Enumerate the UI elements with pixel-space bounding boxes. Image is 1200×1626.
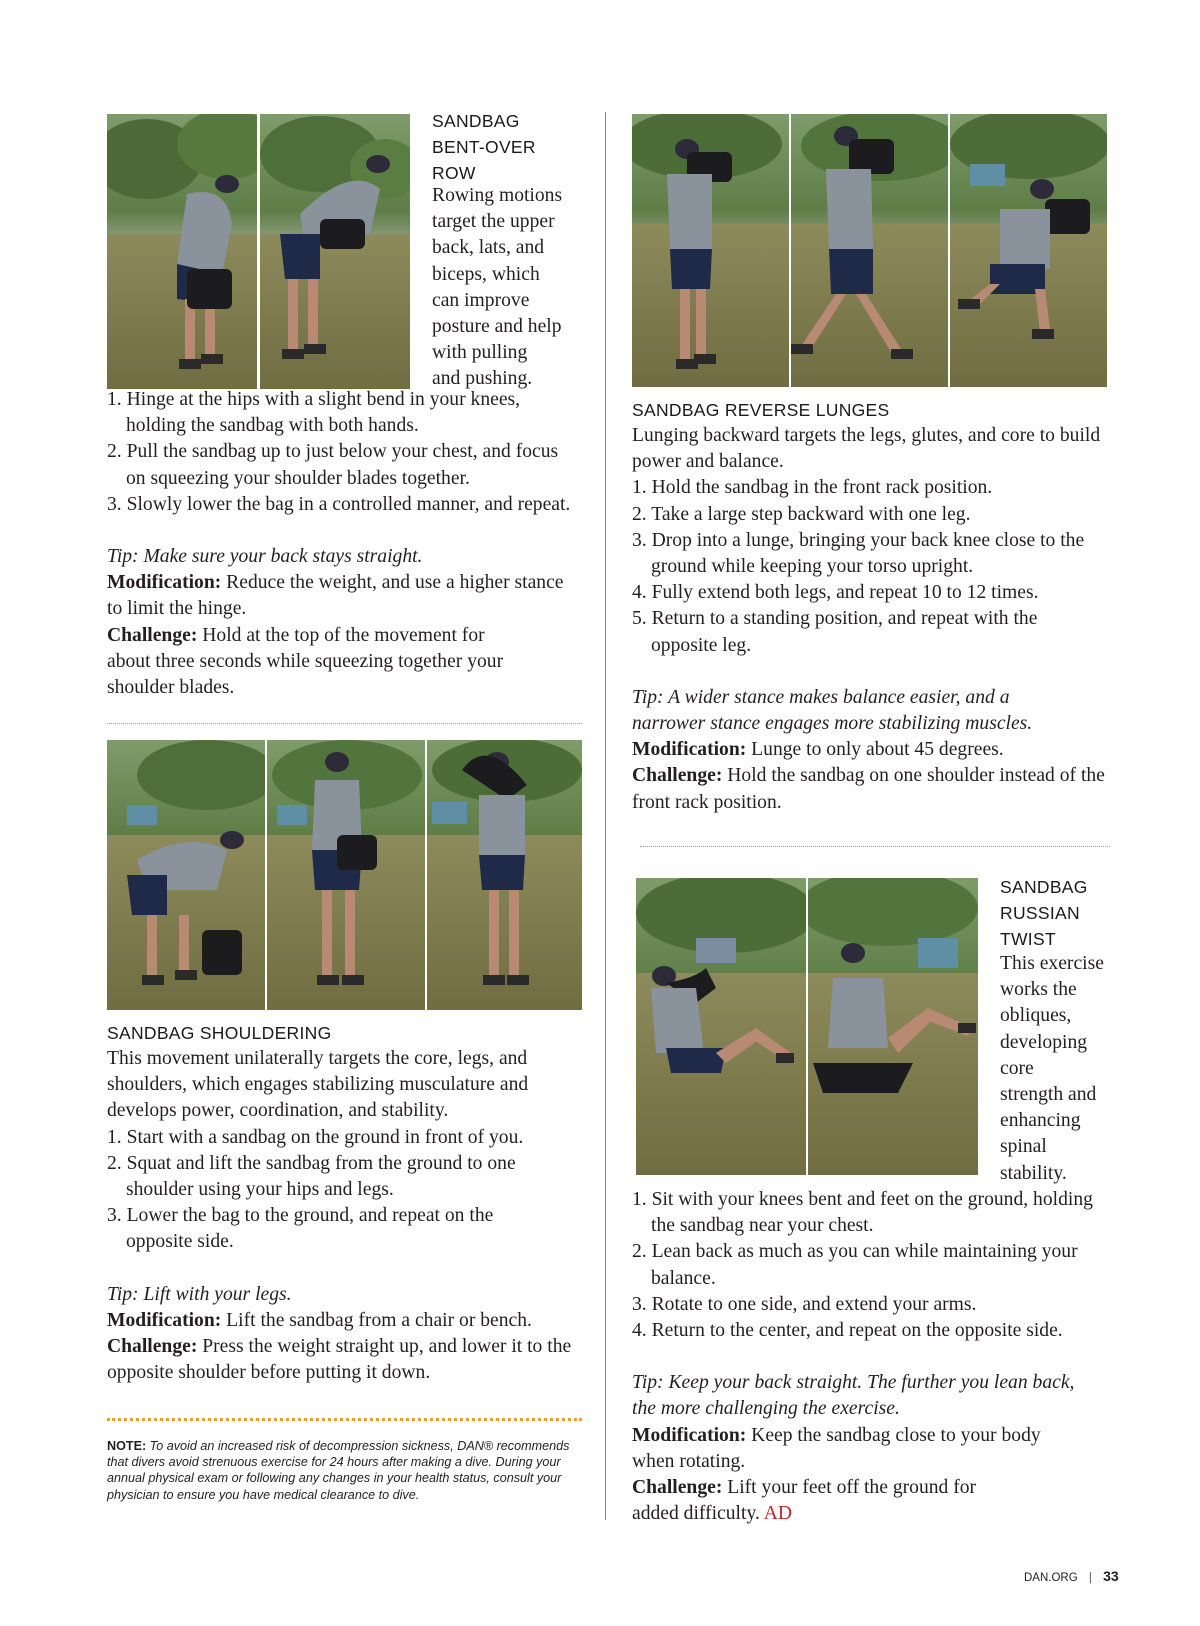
intro-line: enhancing	[1000, 1110, 1081, 1132]
photo-shouldering-squat	[107, 740, 265, 1010]
page-footer	[1024, 1568, 1119, 1584]
modification-label: Modification:	[632, 739, 747, 761]
step-item: 3. Slowly lower the bag in a controlled manner, and repeat.	[107, 493, 571, 515]
step-item: 4. Fully extend both legs, and repeat 10 to 12 times.	[632, 582, 1039, 604]
modification-text: Reduce the weight, and use a higher stance to limit the hinge.	[107, 572, 564, 620]
tip-text: Tip: Lift with your legs.	[107, 1283, 292, 1305]
photo-lunge-down	[950, 114, 1107, 387]
intro-line: Rowing motions	[432, 185, 563, 206]
modification-line	[632, 1423, 1072, 1475]
intro-line: with pulling	[432, 342, 528, 364]
step-item: 1. Start with a sandbag on the ground in front of you.	[107, 1126, 524, 1148]
tip-text: Tip: A wider stance makes balance easier, and a narrower stance engages more stabilizing muscles.	[632, 686, 1033, 735]
modification-text: Keep the sandbag close to your body when rotating.	[632, 1424, 1041, 1472]
note-text: To avoid an increased risk of decompression sickness, DAN® recommends that divers avoid strenuous exercise for 24 hours after making a dive. During your annual physical exam or following any changes in your health status, consult your physician to ensure you have medical clearance to dive.	[107, 1439, 570, 1502]
page-number: 33	[1103, 1568, 1119, 1584]
photo-russian-twist-front	[808, 878, 978, 1175]
intro-line: works the	[1000, 979, 1077, 1001]
challenge-text: Press the weight straight up, and lower it to the opposite shoulder before putting it down.	[107, 1336, 572, 1384]
modification-line	[107, 570, 582, 622]
step-item: 3. Drop into a lunge, bringing your back knee close to the ground while keeping your torso upright.	[632, 529, 1085, 578]
title-line: TWIST	[1000, 929, 1056, 950]
note-divider	[107, 1418, 582, 1421]
modification-text: Lunge to only about 45 degrees.	[746, 739, 1004, 761]
challenge-line	[107, 623, 507, 702]
title-line: SANDBAG	[1000, 877, 1088, 897]
modification-label: Modification:	[632, 1424, 747, 1446]
russian-twist-body	[632, 1187, 1110, 1527]
photo-shouldering-top	[427, 740, 582, 1010]
shouldering-body	[107, 1046, 582, 1386]
section-divider	[107, 723, 582, 724]
challenge-label: Challenge:	[632, 1477, 723, 1499]
intro-line: and pushing.	[432, 368, 533, 390]
intro-line: biceps, which	[432, 263, 540, 285]
challenge-text: Lift your feet off the ground for added difficulty.	[632, 1477, 977, 1525]
photo-shouldering-lift	[267, 740, 425, 1010]
medical-note	[107, 1438, 575, 1503]
step-item: 4. Return to the center, and repeat on the opposite side.	[632, 1320, 1063, 1342]
reverse-lunges-intro: Lunging backward targets the legs, glutes, and core to build power and balance.	[632, 425, 1101, 473]
shouldering-intro: This movement unilaterally targets the core, legs, and shoulders, which engages stabilizing musculature and develops power, coordination, and stability.	[107, 1048, 529, 1122]
step-item: 2. Pull the sandbag up to just below your chest, and focus on squeezing your shoulder blades together.	[107, 441, 559, 489]
modification-label: Modification:	[107, 1309, 222, 1331]
title-line: RUSSIAN	[1000, 903, 1080, 924]
reverse-lunges-body	[632, 423, 1110, 816]
challenge-text: Hold at the top of the movement for about three seconds while squeezing together your shoulder blades.	[107, 624, 504, 699]
tip-text: Tip: Keep your back straight. The further you lean back, the more challenging the exercise.	[632, 1372, 1075, 1420]
shouldering-title: SANDBAG SHOULDERING	[107, 1023, 332, 1043]
challenge-line	[632, 1475, 992, 1527]
intro-line: posture and help	[432, 316, 562, 338]
column-divider	[605, 112, 606, 1520]
photo-bent-over-row-pull	[260, 114, 410, 389]
bent-over-row-intro	[432, 183, 572, 393]
russian-twist-title	[1000, 874, 1088, 953]
step-item: 1. Hinge at the hips with a slight bend in your knees, holding the sandbag with both hands.	[107, 389, 521, 437]
footer-site: DAN.ORG	[1024, 1572, 1078, 1584]
intro-line: core	[1000, 1057, 1034, 1079]
challenge-label: Challenge:	[107, 624, 198, 646]
bent-over-row-steps	[107, 387, 582, 518]
tip-text: Tip: Make sure your back stays straight.	[107, 546, 423, 568]
reverse-lunges-title: SANDBAG REVERSE LUNGES	[632, 400, 890, 420]
challenge-label: Challenge:	[632, 765, 723, 787]
footer-separator: |	[1088, 1572, 1092, 1584]
step-item: 2. Lean back as much as you can while maintaining your balance.	[632, 1241, 1078, 1289]
step-item: 1. Hold the sandbag in the front rack position.	[632, 477, 993, 499]
bent-over-row-title	[432, 108, 536, 187]
intro-line: strength and	[1000, 1084, 1097, 1106]
bent-over-row-body	[107, 387, 582, 701]
section-divider	[640, 846, 1110, 847]
modification-label: Modification:	[107, 572, 222, 594]
challenge-line	[632, 763, 1110, 815]
russian-twist-intro	[1000, 951, 1110, 1187]
step-item: 3. Rotate to one side, and extend your arms.	[632, 1293, 977, 1315]
modification-line	[107, 1308, 582, 1334]
challenge-label: Challenge:	[107, 1336, 198, 1358]
title-line: SANDBAG	[432, 111, 520, 131]
challenge-text: Hold the sandbag on one shoulder instead of the front rack position.	[632, 765, 1105, 813]
intro-line: This exercise	[1000, 953, 1104, 974]
russian-twist-steps	[632, 1187, 1110, 1344]
photo-bent-over-row-start	[107, 114, 257, 389]
title-line: BENT-OVER	[432, 137, 536, 158]
intro-line: developing	[1000, 1031, 1088, 1053]
end-mark: AD	[763, 1503, 793, 1525]
note-label: NOTE:	[107, 1439, 147, 1453]
modification-text: Lift the sandbag from a chair or bench.	[221, 1309, 532, 1331]
reverse-lunges-steps	[632, 475, 1110, 658]
step-item: 5. Return to a standing position, and repeat with the opposite leg.	[632, 608, 1038, 656]
step-item: 2. Take a large step backward with one leg.	[632, 503, 971, 525]
intro-line: back, lats, and	[432, 237, 545, 259]
intro-line: obliques,	[1000, 1005, 1072, 1027]
modification-line	[632, 737, 1110, 763]
intro-line: spinal	[1000, 1136, 1047, 1158]
challenge-line	[107, 1334, 577, 1386]
photo-lunge-step	[791, 114, 948, 387]
step-item: 1. Sit with your knees bent and feet on the ground, holding the sandbag near your chest.	[632, 1189, 1093, 1237]
intro-line: target the upper	[432, 211, 555, 233]
photo-lunge-rack	[632, 114, 789, 387]
photo-russian-twist-side	[636, 878, 806, 1175]
step-item: 3. Lower the bag to the ground, and repeat on the opposite side.	[107, 1205, 494, 1253]
title-line: ROW	[432, 163, 476, 184]
step-item: 2. Squat and lift the sandbag from the ground to one shoulder using your hips and legs.	[107, 1152, 516, 1201]
intro-line: can improve	[432, 289, 530, 311]
intro-line: stability.	[1000, 1162, 1067, 1184]
shouldering-steps	[107, 1125, 582, 1256]
